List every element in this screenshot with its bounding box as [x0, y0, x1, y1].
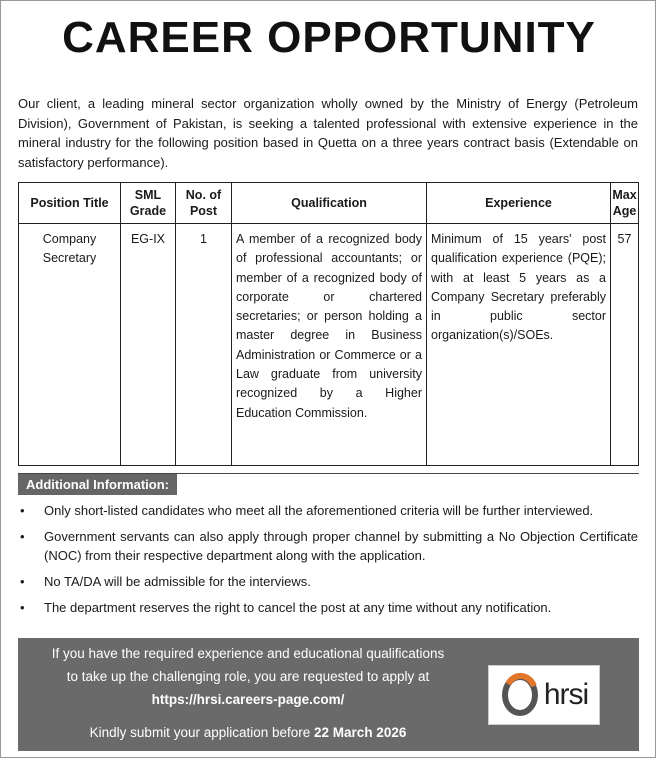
list-item: • Only short-listed candidates who meet all the aforementioned criteria will be further interviewed. [18, 501, 638, 520]
col-max-age: Max Age [611, 183, 639, 224]
list-item: • The department reserves the right to cancel the post at any time without any notification. [18, 598, 638, 617]
apply-link[interactable]: https://hrsi.careers-page.com/ [151, 692, 345, 707]
qualification-cell: A member of a recognized body of professional accountants; or member of a recognized body of corporate or chartered secretaries; or person holding a master degree in Business Administration or Commerce or a Law graduate from university recognized by a Higher Education Commission. [232, 224, 427, 466]
col-sml-grade: SML Grade [121, 183, 176, 224]
deadline-prefix: Kindly submit your application before [89, 725, 315, 740]
position-table [18, 182, 639, 466]
col-position-title: Position Title [19, 183, 121, 224]
deadline-date: 22 March 2026 [314, 725, 407, 740]
table-header-row [19, 183, 639, 224]
list-item: • No TA/DA will be admissible for the interviews. [18, 572, 638, 591]
apply-banner [18, 638, 639, 751]
logo-text: hrsi [543, 678, 589, 711]
table-row [19, 224, 639, 466]
page-title: CAREER OPPORTUNITY [62, 13, 596, 62]
ring-logo-icon [500, 672, 540, 718]
additional-info-list [18, 501, 638, 624]
position-cell: Company Secretary [19, 224, 121, 466]
deadline-text [18, 725, 478, 740]
col-experience: Experience [427, 183, 611, 224]
experience-cell: Minimum of 15 years' post qualification experience (PQE); with at least 5 years as a Company Secretary preferably in public sector organization(s)/SOEs. [427, 224, 611, 466]
age-cell: 57 [611, 224, 639, 466]
intro-paragraph: Our client, a leading mineral sector organization wholly owned by the Ministry of Energy (Petroleum Division), Government of Pakistan, is seeking a talented professional with extensive experience in the mineral industry for the following position based in Quetta on a three years contract basis (Extendable on satisfactory performance). [18, 96, 638, 170]
col-no-of-post: No. of Post [176, 183, 232, 224]
additional-info-heading: Additional Information: [18, 474, 177, 495]
col-qualification: Qualification [232, 183, 427, 224]
cta-line-1: If you have the required experience and educational qualifications [51, 646, 445, 661]
cta-line-2: to take up the challenging role, you are requested to apply at [66, 669, 430, 684]
posts-cell: 1 [176, 224, 232, 466]
hrsi-logo [488, 665, 600, 725]
list-item: • Government servants can also apply through proper channel by submitting a No Objection Certificate (NOC) from their respective department along with the application. [18, 527, 638, 565]
grade-cell: EG-IX [121, 224, 176, 466]
